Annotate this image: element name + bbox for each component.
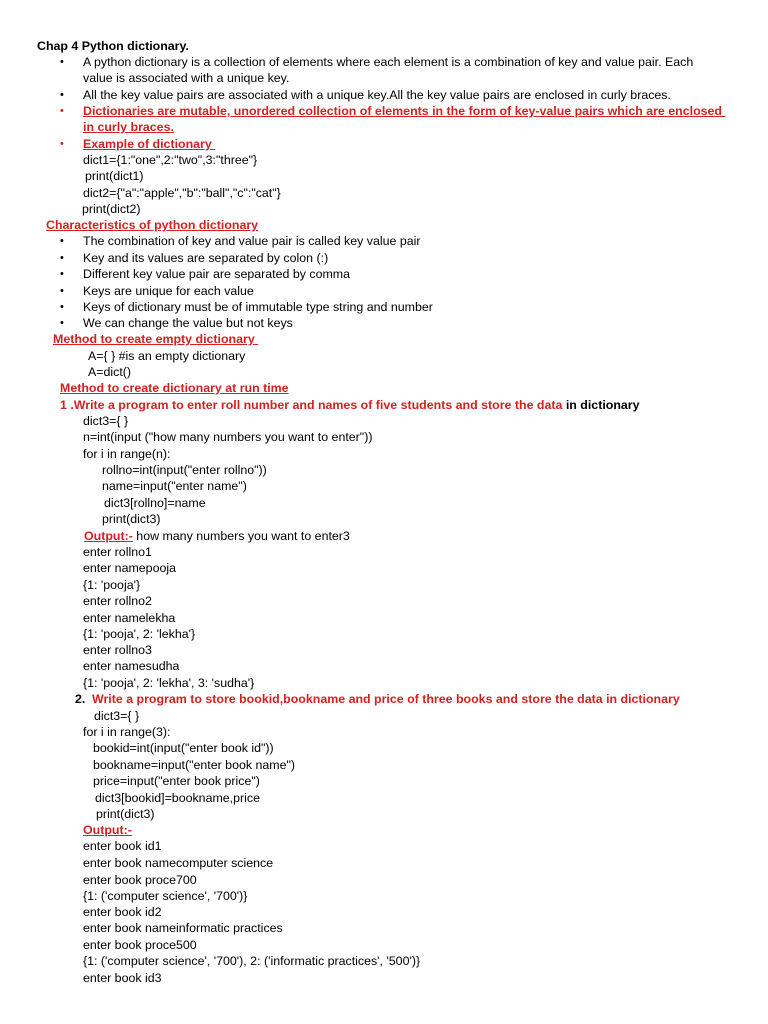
code-line: print(dict2) xyxy=(82,202,141,216)
code-line: dict3[bookid]=bookname,price xyxy=(95,791,260,805)
output-line: enter book id2 xyxy=(83,905,162,919)
intro-line: All the key value pairs are associated with a unique key.All the key value pairs are enclosed in curly braces. xyxy=(83,88,671,102)
code-line: name=input("enter name") xyxy=(102,479,247,493)
characteristic-item: Different key value pair are separated by comma xyxy=(83,267,350,281)
code-line: bookid=int(input("enter book id")) xyxy=(93,741,274,755)
output-line: enter namepooja xyxy=(83,561,176,575)
output-line: enter book nameinformatic practices xyxy=(83,921,283,935)
bullet: • xyxy=(60,138,64,150)
code-line: for i in range(3): xyxy=(83,725,171,739)
output-line: enter book id1 xyxy=(83,839,162,853)
program2-number: 2. xyxy=(75,692,86,706)
program1-output-first: Output:- how many numbers you want to enter3 xyxy=(84,529,350,543)
code-line: dict2={"a":"apple","b":"ball","c":"cat"} xyxy=(83,186,281,200)
characteristics-heading: Characteristics of python dictionary xyxy=(46,218,259,232)
empty-dict-heading: Method to create empty dictionary xyxy=(53,332,259,346)
intro-line-highlight: Dictionaries are mutable, unordered collection of elements in the form of key-value pairs which are enclosed xyxy=(83,104,726,118)
output-line: enter rollno3 xyxy=(83,643,152,657)
characteristic-item: Keys are unique for each value xyxy=(83,284,254,298)
code-line: dict1={1:"one",2:"two",3:"three"} xyxy=(83,153,258,167)
intro-line-highlight: in curly braces. xyxy=(83,120,174,134)
output-line: enter rollno2 xyxy=(83,594,152,608)
bullet: • xyxy=(60,252,64,264)
code-line: A={ } #is an empty dictionary xyxy=(88,349,246,363)
program2-output-label: Output:- xyxy=(83,823,132,837)
code-line: A=dict() xyxy=(88,365,132,379)
program2-title: Write a program to store bookid,bookname and price of three books and store the data in dictionary xyxy=(92,692,680,706)
output-line: enter namesudha xyxy=(83,659,180,673)
code-line: bookname=input("enter book name") xyxy=(93,758,296,772)
code-line: print(dict3) xyxy=(96,807,155,821)
intro-line: value is associated with a unique key. xyxy=(83,71,290,85)
output-line: enter book proce500 xyxy=(83,938,197,952)
code-line: print(dict3) xyxy=(102,512,161,526)
bullet: • xyxy=(60,89,64,101)
characteristic-item: Key and its values are separated by colon (:) xyxy=(83,251,329,265)
code-line: print(dict1) xyxy=(85,169,144,183)
output-line: enter book namecomputer science xyxy=(83,856,274,870)
bullet: • xyxy=(60,235,64,247)
characteristic-item: Keys of dictionary must be of immutable type string and number xyxy=(83,300,433,314)
output-line: {1: ('computer science', '700')} xyxy=(83,889,248,903)
output-line: {1: ('computer science', '700'), 2: ('informatic practices', '500')} xyxy=(83,954,421,968)
runtime-heading: Method to create dictionary at run time xyxy=(60,381,289,395)
bullet: • xyxy=(60,317,64,329)
bullet: • xyxy=(60,105,64,117)
code-line: dict3[rollno]=name xyxy=(104,496,206,510)
characteristic-item: The combination of key and value pair is called key value pair xyxy=(83,234,421,248)
program1-title: 1 .Write a program to enter roll number and names of five students and store the data in dictionary xyxy=(60,398,640,412)
output-line: enter namelekha xyxy=(83,611,176,625)
bullet: • xyxy=(60,301,64,313)
code-line: rollno=int(input("enter rollno")) xyxy=(102,463,267,477)
bullet: • xyxy=(60,285,64,297)
bullet: • xyxy=(60,268,64,280)
code-line: price=input("enter book price") xyxy=(93,774,260,788)
output-line: enter rollno1 xyxy=(83,545,152,559)
output-line: {1: 'pooja'} xyxy=(83,578,141,592)
code-line: for i in range(n): xyxy=(83,447,171,461)
output-line: {1: 'pooja', 2: 'lekha', 3: 'sudha'} xyxy=(83,676,255,690)
example-heading: Example of dictionary xyxy=(83,137,216,151)
output-line: enter book id3 xyxy=(83,971,162,985)
page-title: Chap 4 Python dictionary. xyxy=(37,39,189,53)
characteristic-item: We can change the value but not keys xyxy=(83,316,293,330)
bullet: • xyxy=(60,56,64,68)
code-line: dict3={ } xyxy=(83,414,129,428)
code-line: n=int(input ("how many numbers you want to enter")) xyxy=(83,430,373,444)
code-line: dict3={ } xyxy=(94,709,140,723)
intro-line: A python dictionary is a collection of elements where each element is a combination of key and value pair. Each xyxy=(83,55,694,69)
output-line: enter book proce700 xyxy=(83,873,197,887)
output-line: {1: 'pooja', 2: 'lekha'} xyxy=(83,627,196,641)
